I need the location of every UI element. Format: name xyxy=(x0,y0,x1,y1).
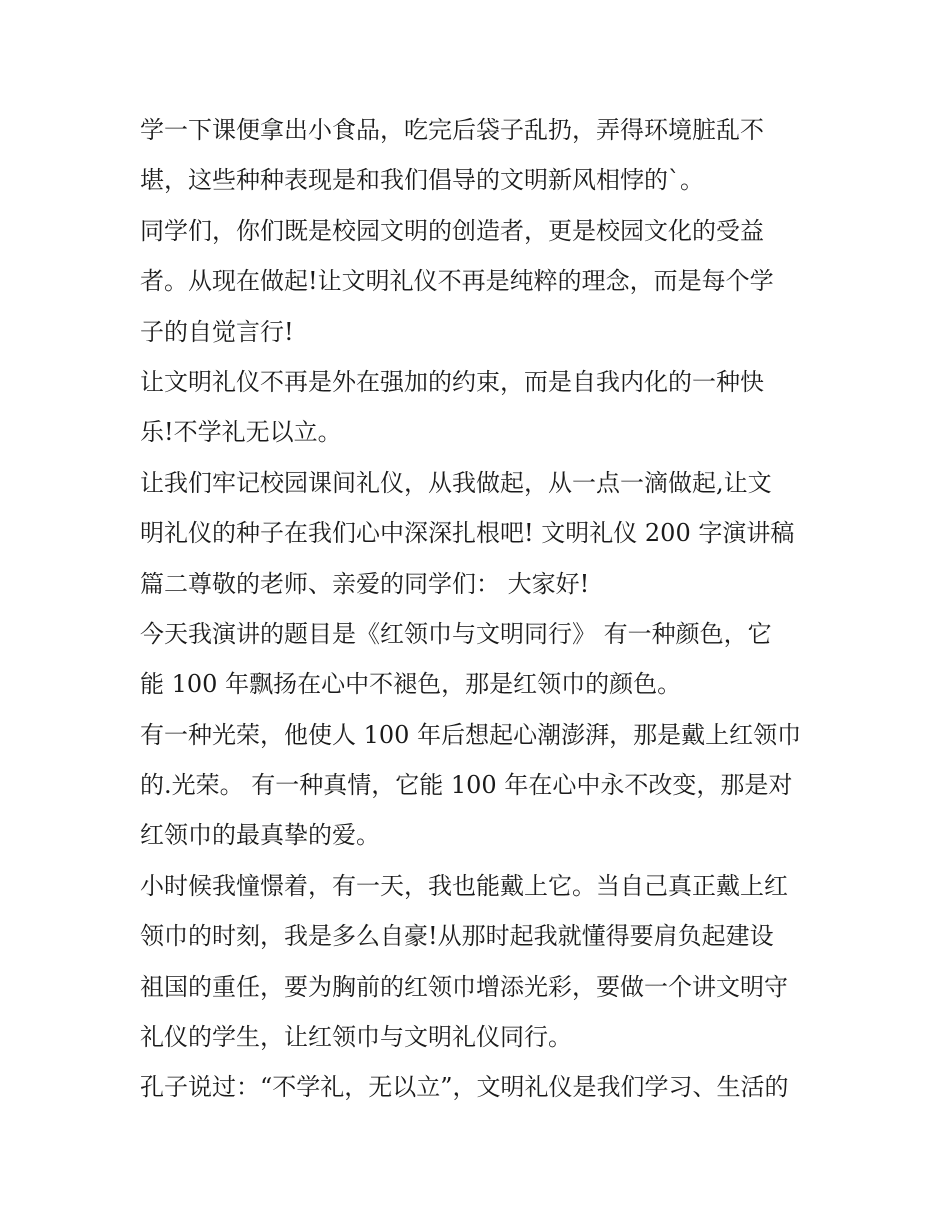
text-line: 子的自觉言行! xyxy=(140,317,294,346)
text-line: 让我们牢记校园课间礼仪，从我做起，从一点一滴做起,让文 xyxy=(140,468,772,497)
text-line: 同学们，你们既是校园文明的创造者，更是校园文化的受益 xyxy=(140,216,764,245)
document-body xyxy=(140,105,820,1113)
text-line: 堪，这些种种表现是和我们倡导的文明新风相悖的`。 xyxy=(140,166,704,195)
text-line: 者。从现在做起!让文明礼仪不再是纯粹的理念，而是每个学 xyxy=(140,267,774,296)
text-line: 明礼仪的种子在我们心中深深扎根吧! 文明礼仪 200 字演讲稿 xyxy=(140,519,795,548)
text-line: 篇二尊敬的老师、亲爱的同学们： 大家好! xyxy=(140,569,590,598)
text-line: 祖国的重任，要为胸前的红领巾增添光彩，要做一个讲文明守 xyxy=(140,972,788,1001)
text-line: 今天我演讲的题目是《红领巾与文明同行》 有一种颜色，它 xyxy=(140,619,772,648)
text-line: 礼仪的学生，让红领巾与文明礼仪同行。 xyxy=(140,1023,572,1052)
text-line: 让文明礼仪不再是外在强加的约束，而是自我内化的一种快 xyxy=(140,367,764,396)
text-line: 能 100 年飘扬在心中不褪色，那是红领巾的颜色。 xyxy=(140,670,682,699)
text-line: 学一下课便拿出小食品，吃完后袋子乱扔，弄得环境脏乱不 xyxy=(140,116,764,144)
text-line: 孔子说过：“不学礼，无以立”，文明礼仪是我们学习、生活的 xyxy=(140,1073,789,1102)
text-line: 红领巾的最真挚的爱。 xyxy=(140,821,380,850)
text-line: 乐!不学礼无以立。 xyxy=(140,418,342,447)
text-line: 的.光荣。 有一种真情，它能 100 年在心中永不改变，那是对 xyxy=(140,771,793,800)
text-line: 有一种光荣，他使人 100 年后想起心潮澎湃，那是戴上红领巾 xyxy=(140,720,802,749)
text-line: 小时候我憧憬着，有一天，我也能戴上它。当自己真正戴上红 xyxy=(140,871,788,900)
text-line: 领巾的时刻，我是多么自豪!从那时起我就懂得要肩负起建设 xyxy=(140,922,774,951)
